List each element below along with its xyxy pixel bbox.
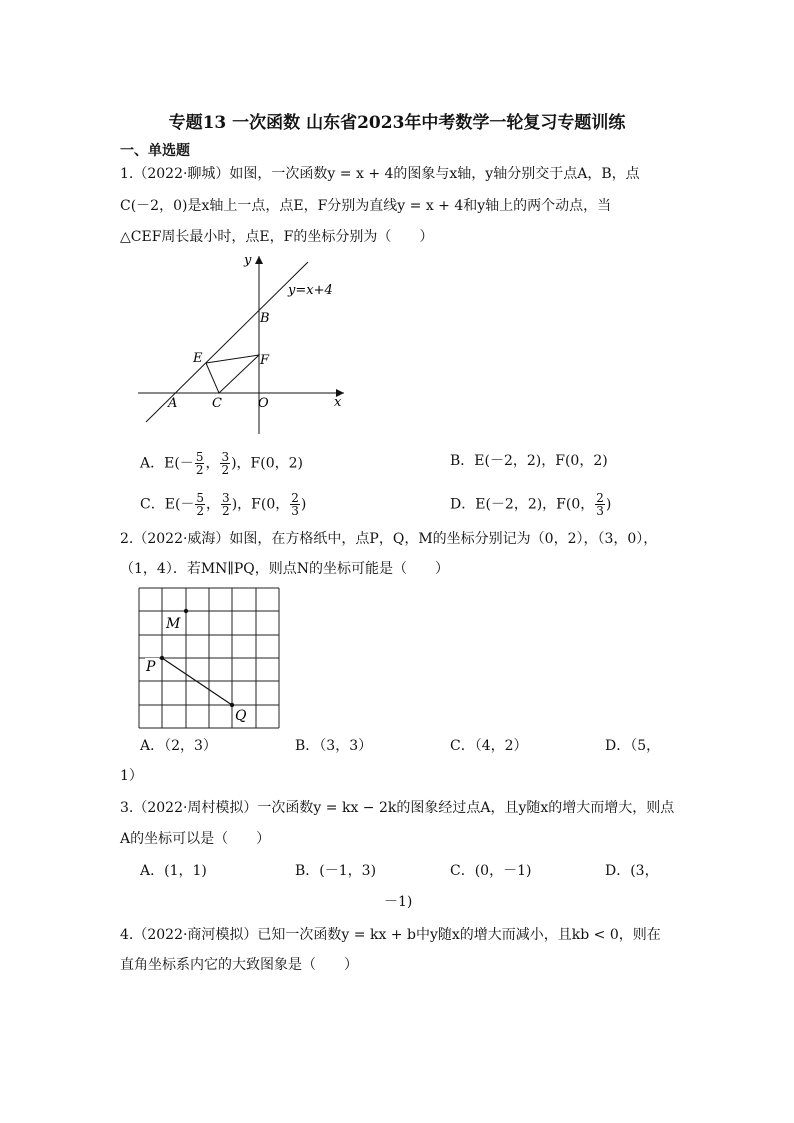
point-c-label: C	[212, 396, 222, 411]
fraction-numerator: 2	[291, 491, 299, 505]
option-d-prefix: D．E(－2，2)，F(0，	[450, 496, 595, 513]
point-p	[160, 656, 164, 660]
q3-text-line1: 3.（2022·周村模拟）一次函数y = kx − 2k的图象经过点A，且y随x的增大而增大，则点	[120, 800, 675, 816]
point-a-label: A	[168, 396, 178, 411]
q3-option-d[interactable]: D．(3，	[605, 863, 659, 879]
q2-option-a[interactable]: A．（2，3）	[140, 738, 217, 754]
point-o-label: O	[258, 396, 269, 411]
point-b-label: B	[260, 311, 270, 326]
section-heading: 一、单选题	[120, 143, 190, 159]
q1-option-c[interactable]	[140, 492, 306, 517]
fraction-numerator: 5	[196, 491, 205, 505]
point-m	[184, 609, 188, 613]
point-f-label: F	[260, 353, 270, 368]
q1-text-line3: △CEF周长最小时，点E，F的坐标分别为（ ）	[120, 229, 434, 245]
fraction	[221, 492, 231, 517]
q1-option-d[interactable]	[450, 492, 611, 517]
option-a-prefix: E(－	[164, 455, 194, 472]
q3-option-b[interactable]: B．(－1，3)	[295, 863, 377, 879]
option-c-sep: ，	[206, 496, 221, 513]
fraction-numerator: 2	[596, 491, 604, 505]
y-axis-label: y	[244, 253, 252, 268]
option-a-sep: ，	[205, 455, 220, 472]
q4-text-line1: 4.（2022·商河模拟）已知一次函数y = kx + b中y随x的增大而减小，且kb < 0，则在	[120, 927, 661, 943]
page-title: 专题13 一次函数 山东省2023年中考数学一轮复习专题训练	[168, 113, 626, 133]
option-c-label: C．	[140, 496, 165, 513]
fraction	[195, 492, 205, 517]
fraction-denominator: 2	[195, 463, 204, 477]
point-q-label: Q	[235, 708, 247, 724]
triangle-cef	[206, 355, 259, 393]
q2-text-line1: 2.（2022·威海）如图，在方格纸中，点P，Q，M的坐标分别记为（0，2），（3，0），	[120, 531, 658, 547]
point-p-label: P	[146, 659, 156, 675]
q2-grid-figure	[137, 586, 283, 732]
q1-text-line1: 1.（2022·聊城）如图，一次函数y = x + 4的图象与x轴，y轴分别交于点A，B，点	[120, 166, 640, 182]
q3-option-c[interactable]: C．(0，－1)	[450, 863, 532, 879]
q2-option-c[interactable]: C．（4，2）	[450, 738, 528, 754]
point-e-label: E	[193, 351, 203, 366]
line-label: y=x+4	[288, 283, 333, 298]
q1-option-a[interactable]	[140, 451, 303, 476]
q1-figure	[136, 252, 356, 438]
close-paren: )	[605, 496, 612, 513]
fraction	[220, 451, 230, 476]
fraction	[195, 451, 205, 476]
fraction	[290, 492, 300, 517]
y-axis-arrow-icon	[255, 256, 263, 264]
fraction-numerator: 3	[222, 491, 230, 505]
q3-text-line2: A的坐标可以是（ ）	[120, 831, 271, 847]
option-a-suffix: )，F(0，2)	[231, 455, 304, 472]
q2-option-d[interactable]: D．（5，	[605, 738, 661, 754]
q1-option-b[interactable]: B．E(－2，2)，F(0，2)	[450, 453, 608, 469]
q3-option-a[interactable]: A．(1，1)	[140, 863, 207, 879]
option-c-prefix: E(－	[164, 496, 195, 513]
fraction-denominator: 2	[196, 504, 205, 518]
fraction	[595, 492, 605, 517]
fraction-numerator: 3	[221, 450, 230, 464]
q2-option-d-wrap: 1）	[120, 768, 143, 784]
q4-text-line2: 直角坐标系内它的大致图象是（ ）	[120, 957, 358, 973]
q2-text-line2: （1，4）．若MN∥PQ，则点N的坐标可能是（ ）	[120, 561, 450, 577]
x-axis-label: x	[334, 395, 342, 410]
fraction-numerator: 5	[195, 450, 204, 464]
option-c-suffix: )，F(0，	[231, 496, 290, 513]
point-m-label: M	[166, 616, 181, 632]
fraction-denominator: 2	[222, 504, 230, 518]
close-paren: )	[300, 496, 307, 513]
q2-option-b[interactable]: B．（3，3）	[295, 738, 373, 754]
point-q	[230, 703, 234, 707]
fraction-denominator: 2	[221, 463, 230, 477]
fraction-denominator: 3	[596, 504, 604, 518]
q1-text-line2: C(－2，0)是x轴上一点，点E，F分别为直线y = x + 4和y轴上的两个动点，当	[120, 198, 612, 214]
q3-option-d-wrap: －1)	[384, 894, 413, 910]
option-a-label: A．	[140, 455, 165, 472]
fraction-denominator: 3	[291, 504, 299, 518]
